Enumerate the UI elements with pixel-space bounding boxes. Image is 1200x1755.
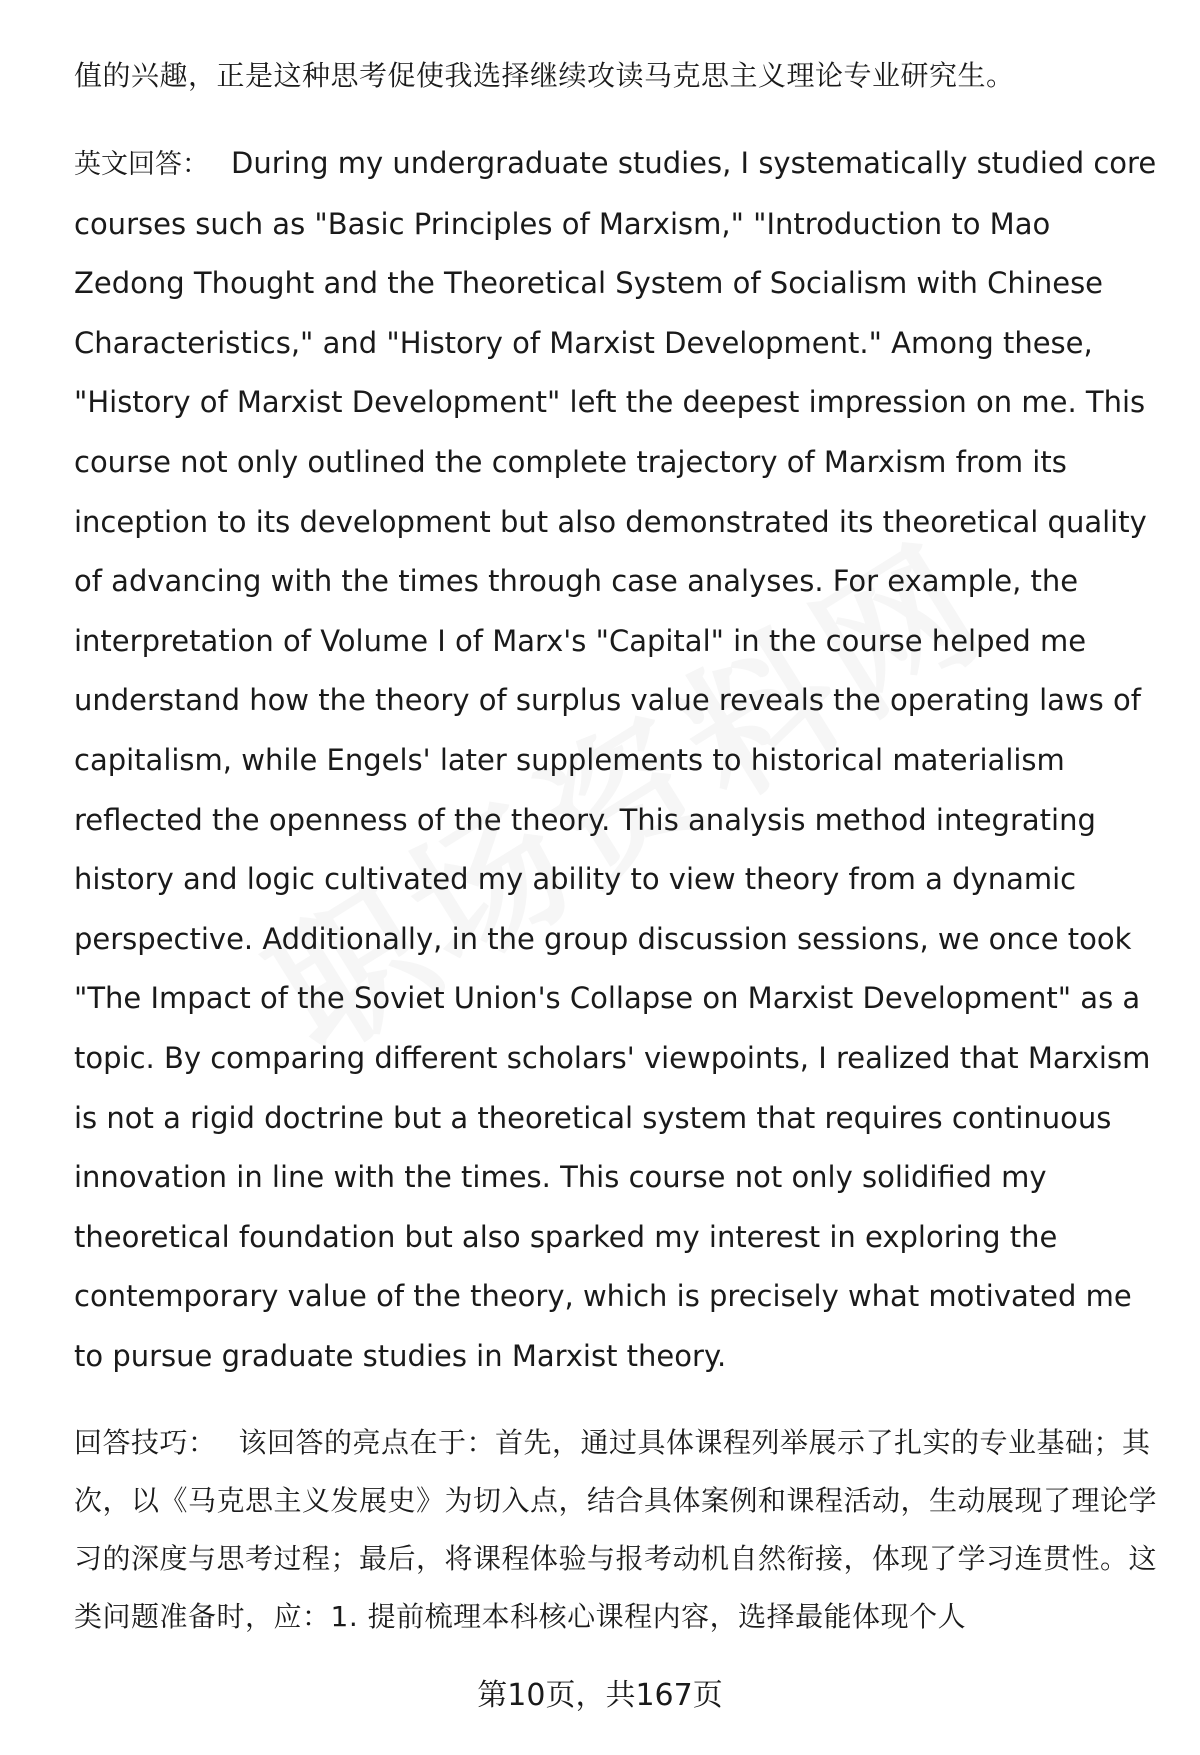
answer-tips-label: 回答技巧： xyxy=(74,1426,217,1460)
page-footer: 第10页，共167页 xyxy=(477,1678,723,1713)
english-answer-label: 英文回答： xyxy=(74,149,209,180)
intro-line: 值的兴趣，正是这种思考促使我选择继续攻读马克思主义理论专业研究生。 xyxy=(74,59,1015,92)
english-answer-paragraph xyxy=(74,134,1164,1386)
answer-tips-paragraph xyxy=(74,1414,1164,1646)
english-answer-text: During my undergraduate studies, I systematically studied core courses such as "Basic Principles of Marxism," "Introduction to Mao Zedong Thought and the Theoretical System of Socialism with Chinese Characteristics," and "History of Marxist Development." Among these, "History of Marxist Development" left the deepest impression on me. This course not only outlined the complete trajectory of Marxism from its inception to its development but also demonstrated its theoretical quality of advancing with the times through case analyses. For example, the interpretation of Volume I of Marx's "Capital" in the course helped me understand how the theory of surplus value reveals the operating laws of capitalism, while Engels' later supplements to historical materialism reflected the openness of the theory. This analysis method integrating history and logic cultivated my ability to view theory from a dynamic perspective. Additionally, in the group discussion sessions, we once took "The Impact of the Soviet Union's Collapse on Marxist Development" as a topic. By comparing different scholars' viewpoints, I realized that Marxism is not a rigid doctrine but a theoretical system that requires continuous innovation in line with the times. This course not only solidified my theoretical foundation but also sparked my interest in exploring the contemporary value of the theory, which is precisely what motivated me to pursue graduate studies in Marxist theory. xyxy=(74,146,1157,1373)
answer-tips-text: 该回答的亮点在于：首先，通过具体课程列举展示了扎实的专业基础；其次，以《马克思主义发展史》为切入点，结合具体案例和课程活动，生动展现了理论学习的深度与思考过程；最后，将课程体验与报考动机自然衔接，体现了学习连贯性。这类问题准备时，应：1. 提前梳理本科核心课程内容，选择最能体现个人 xyxy=(74,1426,1158,1634)
document-page xyxy=(74,56,1164,1646)
